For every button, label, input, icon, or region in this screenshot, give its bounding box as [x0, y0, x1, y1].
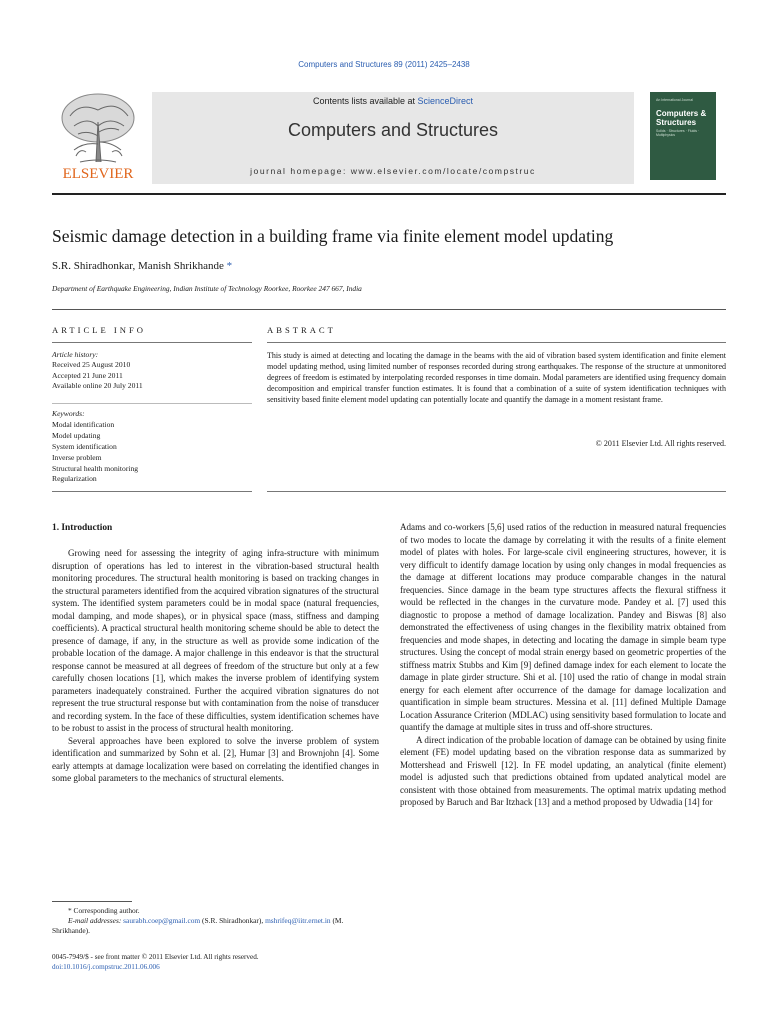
keyword-item: System identification	[52, 441, 117, 451]
abstract-divider	[267, 342, 726, 343]
section-heading: 1. Introduction	[52, 523, 113, 533]
cover-topics: Solids · Structures · Fluids · Multiphysics	[656, 129, 700, 137]
footnotes	[52, 906, 382, 936]
keywords	[52, 409, 252, 485]
keyword-item: Model updating	[52, 430, 101, 440]
journal-citation[interactable]: Computers and Structures 89 (2011) 2425–2438	[298, 60, 470, 69]
body-right-column	[400, 521, 726, 809]
footnote-divider	[52, 901, 132, 902]
history-label: Article history:	[52, 350, 99, 359]
abstract-text: This study is aimed at detecting and locating the damage in the beams with the aid of vibration based system identification and finite element model updating method, using limited number of responses recorded during strong earthquakes. The response of the structure at unmonitored degrees of freedom is estimated by interpolating recorded responses in time domain. Modal parameters are identified using frequency domain decomposition and empirical transfer function estimates. It is found that a combination of a suite of system identification techniques with sensitivity based finite element model updating can potentially locate and quantify the damage in a moment resistant frame.	[267, 351, 726, 405]
history-received: Received 25 August 2010	[52, 360, 131, 370]
paragraph: Several approaches have been explored to solve the inverse problem of system identification and summarized by Sohn et al. [2], Humar [3] and Brownjohn [4]. Some early attempts at damage localization were based on correlating the identified changes in some global parameters to the mechanics of structural elements.	[52, 735, 379, 783]
sciencedirect-link[interactable]: ScienceDirect	[417, 96, 474, 106]
email-link[interactable]: saurabh.coep@gmail.com	[123, 916, 201, 925]
email-owner: (M. Shrikhande).	[52, 916, 344, 935]
keyword-item: Regularization	[52, 474, 97, 484]
email-label: E-mail addresses:	[68, 916, 122, 925]
abstract-bottom-divider	[267, 491, 726, 492]
article-title: Seismic damage detection in a building frame via finite element model updating	[52, 226, 614, 246]
elsevier-logo	[52, 86, 144, 182]
issn-line: 0045-7949/$ - see front matter © 2011 Elsevier Ltd. All rights reserved.	[52, 953, 259, 961]
article-info-divider	[52, 342, 252, 343]
paragraph: A direct indication of the probable location of damage can be obtained by using finite element (FE) model updating based on the vibration response data as summarized by Mottershead and Friswell [12]. In FE model updating, an analytical (finite element) model is adjusted such that predictions obtained from updated analytical model are consistent with those obtained from measurements. The optimal matrix updating method proposed by Baruch and Bar Itzhack [13] and a method proposed by Udwadia [14] for	[400, 734, 726, 807]
keyword-item: Modal identification	[52, 419, 115, 429]
doi-link[interactable]: doi:10.1016/j.compstruc.2011.06.006	[52, 963, 160, 972]
journal-homepage[interactable]: journal homepage: www.elsevier.com/locate/compstruc	[250, 166, 536, 176]
corresponding-author-note: * Corresponding author.	[68, 906, 140, 915]
paragraph: Adams and co-workers [5,6] used ratios of the reduction in measured natural frequencies of two modes to locate the damage by correlating it with the results of a finite element model of plates with holes. For large-scale civil engineering structures, however, it is very difficult to identify damage location by using only changes in modal frequencies as the damage at different locations may produce comparable changes in the natural frequencies. Since damage in the beam type structures affects the flexural stiffness it would be reflected in the changes in the curvature mode. Pandey et al. [7] used this diagnostic to propose a method of damage localization. Pandey and Biswas [8] also demonstrated the effectiveness of using changes in the flexibility matrix obtained from frequencies and mode shapes, in detecting and locating the damage in simple beam type structures. Using the concept of modal strain energy based on geometric properties of the stiffness matrix Stubbs and Kim [9] defined damage index for each element to locate the damage in plate girder structure. Shi et al. [10] used the ratio of change in modal strain energy for each element after occurrence of the damage for damage localization and quantification in simple beam structures. Messina et al. [11] defined Multiple Damage Location Assurance Criterion (MDLAC) using sensitivity based formulation to locate and quantify the damage at multiple sites in truss and off-shore structures.	[400, 522, 726, 732]
article-info-bottom-divider	[52, 491, 252, 492]
affiliation: Department of Earthquake Engineering, Indian Institute of Technology Roorkee, Roorkee 247 667, India	[52, 284, 362, 293]
email-owner: (S.R. Shiradhonkar),	[202, 916, 264, 925]
header-divider	[52, 193, 726, 195]
journal-title: Computers and Structures	[287, 120, 499, 140]
corresponding-author-link[interactable]: *	[226, 260, 233, 272]
history-accepted: Accepted 21 June 2011	[52, 370, 123, 380]
abstract-heading: ABSTRACT	[267, 325, 336, 335]
tree-icon	[52, 86, 144, 182]
history-online: Available online 20 July 2011	[52, 381, 143, 391]
title-divider	[52, 309, 726, 310]
abstract-copyright: © 2011 Elsevier Ltd. All rights reserved.	[595, 439, 726, 448]
author-list	[52, 260, 742, 272]
keywords-divider	[52, 403, 252, 404]
article-info-heading: ARTICLE INFO	[52, 325, 146, 335]
keyword-item: Structural health monitoring	[52, 463, 139, 473]
cover-title: Computers & Structures	[656, 109, 707, 127]
authors-text: S.R. Shiradhonkar, Manish Shrikhande	[52, 260, 224, 272]
contents-prefix: Contents lists available at	[312, 96, 418, 106]
cover-subtitle: An International Journal	[656, 98, 693, 102]
email-link[interactable]: mshrifeq@iitr.ernet.in	[265, 916, 331, 925]
paragraph: Growing need for assessing the integrity of aging infra-structure with minimum disruption of operations has led to interest in the vibration-based structural health monitoring procedures. The structural health monitoring is based on tracking changes in the structural parameters identified from the acquired vibration signatures of the structural system. The identified system parameters could be in modal space (natural frequencies, modal damping, and mode shapes), or in physical space (mass, stiffness and damping coefficients). A practical structural health monitoring scheme should be able to detect the presence of damage, if any, in the structure as well as provide some indication of the probable location of the damage. A major challenge in this endeavor is that the structural response cannot be measured at all degrees of freedom of the structure but only at a few carefully chosen locations [1], which makes the inverse problem of identifying system parameters inadequately constrained. Further the acquired vibration signatures do not represent the true structural response but with contamination from the noise of transducer and recording system. In the face of these difficulties, system identification schemes have to be robust to assist in the process of structural health monitoring.	[52, 548, 379, 733]
body-left-column	[52, 547, 379, 785]
elsevier-wordmark: ELSEVIER	[62, 166, 134, 182]
keywords-label: Keywords:	[52, 409, 85, 418]
bottom-metadata	[52, 952, 382, 972]
keyword-item: Inverse problem	[52, 452, 102, 462]
article-history	[52, 350, 252, 392]
contents-line	[152, 96, 634, 106]
